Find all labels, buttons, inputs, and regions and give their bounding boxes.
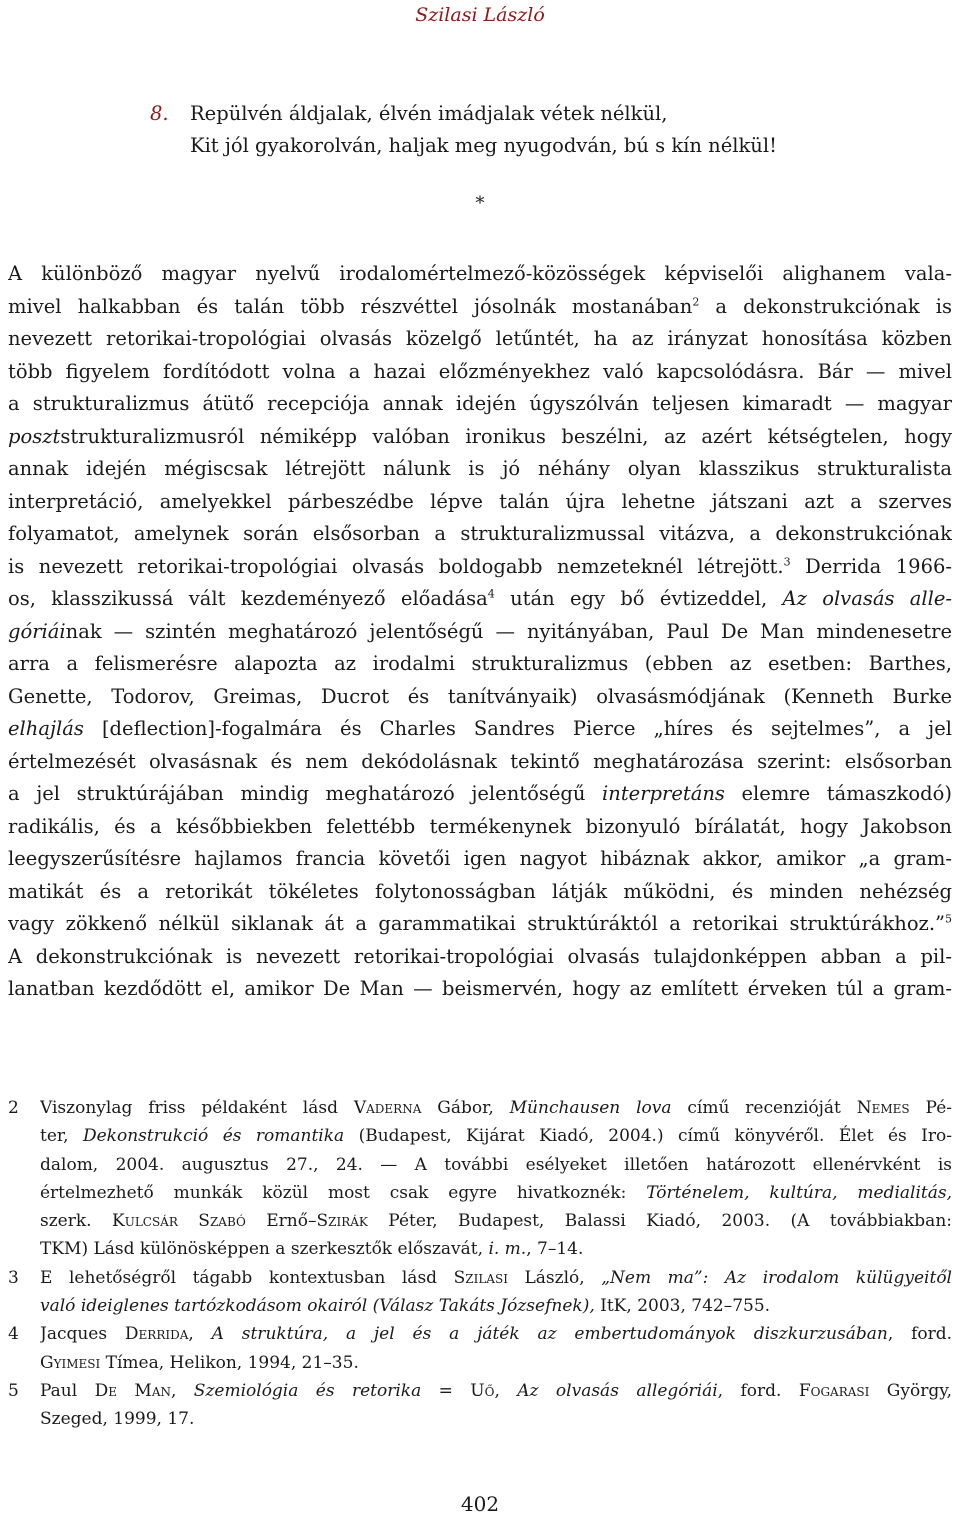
stanza-number: 8.: [150, 102, 169, 125]
text-line: interpretáció, amelyekkel párbeszédbe lépve talán újra lehetne játszani azt a szerves: [8, 489, 952, 513]
body-paragraph: [8, 258, 952, 1006]
poem-line: Repülvén áldjalak, élvén imádjalak vétek nélkül,: [190, 102, 668, 125]
footnote-number: 2: [8, 1098, 19, 1118]
text-line: leegyszerűsítésre hajlamos francia követői igen nagyot hibáznak akkor, amikor „a gram-: [8, 847, 952, 870]
footnote-2: 2 Viszonylag friss példaként lásd Vaderna Gábor, Münchausen lova című recenzióját Nemes Pé- ter, Dekonstrukció és romantika (Budapest, Kijárat Kiadó, 2004.) című könyvéről. Élet és Iro- dalom, 2004. augusztus 27., 24. — A további esélyeket illetően határozott ellenérvként is értelmezhető munkák közül most csak egyre hivatkoznék: Történelem, kultúra, medialitás, szerk. Kulcsár Szabó Ernő–Szirák Péter, Budapest, Balassi Kiadó, 2003. (A továbbiakban: TKM) Lásd különösképpen a szerkesztők előszavát, i. m., 7–14.: [8, 1094, 952, 1264]
footnote-4: 4 Jacques Derrida, A struktúra, a jel és a játék az embertudományok diszkurzusában, ford. Gyimesi Tímea, Helikon, 1994, 21–35.: [8, 1320, 952, 1377]
footnotes: [8, 1094, 952, 1434]
text-line: posztstrukturalizmusról némiképp valóban ironikus beszélni, az azért kétségtelen, hogy: [8, 424, 952, 448]
text-line: vagy zökkenő nélkül siklanak át a garammatikai struktúráktól a retorikai struktúrákhoz.”$^5$: [8, 912, 952, 935]
text-line: mivel halkabban és talán több részvéttel jósolnák mostanában$^2$ a dekonstrukciónak is: [8, 294, 952, 318]
text-line: több figyelem fordítódott volna a hazai előzményekhez való kapcsolódásra. Bár — mivel: [8, 359, 952, 383]
footnote-number: 4: [8, 1324, 19, 1345]
footnote-ref[interactable]: 5: [945, 912, 952, 926]
text-line: a strukturalizmus átütő recepciója annak idején úgyszólván teljesen kimaradt — magyar: [8, 392, 952, 415]
poem-line: Kit jól gyakorolván, haljak meg nyugodván, bú s kín nélkül!: [190, 134, 777, 157]
text-line: góriáinak — szintén meghatározó jelentőségű — nyitányában, Paul De Man mindenesetre: [8, 619, 952, 643]
text-line: A különböző magyar nyelvű irodalomértelmező-közösségek képviselői alighanem vala-: [8, 262, 952, 285]
text-line: nevezett retorikai-tropológiai olvasás közelgő letűntét, ha az irányzat honosítása közben: [8, 327, 952, 350]
text-line: is nevezett retorikai-tropológiai olvasás boldogabb nemzeteknél létrejött.$^3$ Derrida 1966-: [8, 554, 952, 578]
page-number: 402: [460, 1492, 500, 1516]
text-line: folyamatot, amelynek során elsősorban a strukturalizmussal vitázva, a dekonstrukciónak: [8, 522, 952, 545]
text-line: matikát és a retorikát tökéletes folytonosságban látják működni, és minden nehézség: [8, 879, 952, 903]
text-line: értelmezését olvasásnak és nem dekódolásnak tekintő meghatározása szerint: elsősorban: [8, 749, 952, 773]
footnote-ref[interactable]: 4: [487, 587, 495, 601]
poem-stanza: [150, 98, 850, 162]
text-line: a jel struktúrájában mindig meghatározó jelentőségű interpretáns elemre támaszkodó): [8, 782, 952, 805]
footnote-ref[interactable]: 2: [692, 295, 700, 308]
text-line: annak idején mégiscsak létrejött nálunk is jó néhány olyan klasszikus strukturalista: [8, 457, 952, 480]
footnote-number: 5: [8, 1380, 19, 1401]
text-line: Genette, Todorov, Greimas, Ducrot és tanítványaik) olvasásmódjának (Kenneth Burke: [8, 684, 952, 708]
text-line: os, klasszikussá vált kezdeményező előadása$^4$ után egy bő évtizeddel, Az olvasás alle-: [8, 587, 952, 610]
text-line: lanatban kezdődött el, amikor De Man — beismervén, hogy az említett érveken túl a gram-: [8, 977, 952, 1000]
text-line: arra a felismerésre alapozta az irodalmi strukturalizmus (ebben az esetben: Barthes,: [8, 652, 952, 675]
footnote-ref[interactable]: 3: [783, 555, 791, 568]
text-line: A dekonstrukciónak is nevezett retorikai-tropológiai olvasás tulajdonképpen abban a pil-: [8, 944, 952, 968]
section-separator: *: [475, 193, 485, 214]
text-line: radikális, és a későbbiekben felettébb termékenynek bizonyuló bírálatát, hogy Jakobson: [8, 814, 952, 838]
text-line: elhajlás [deflection]-fogalmára és Charles Sandres Pierce „híres és sejtelmes”, a jel: [8, 717, 952, 740]
footnote-number: 3: [8, 1267, 19, 1288]
footnote-5: 5 Paul De Man, Szemiológia és retorika = Uő, Az olvasás allegóriái, ford. Fogarasi György, Szeged, 1999, 17.: [8, 1377, 952, 1434]
footnote-3: 3 E lehetőségről tágabb kontextusban lásd Szilasi László, „Nem ma”: Az irodalom külügyeitől való ideiglenes tartózkodásom okairól (Válasz Takáts Józsefnek), ItK, 2003, 742–755.: [8, 1264, 952, 1321]
running-header: Szilasi László: [415, 4, 545, 26]
